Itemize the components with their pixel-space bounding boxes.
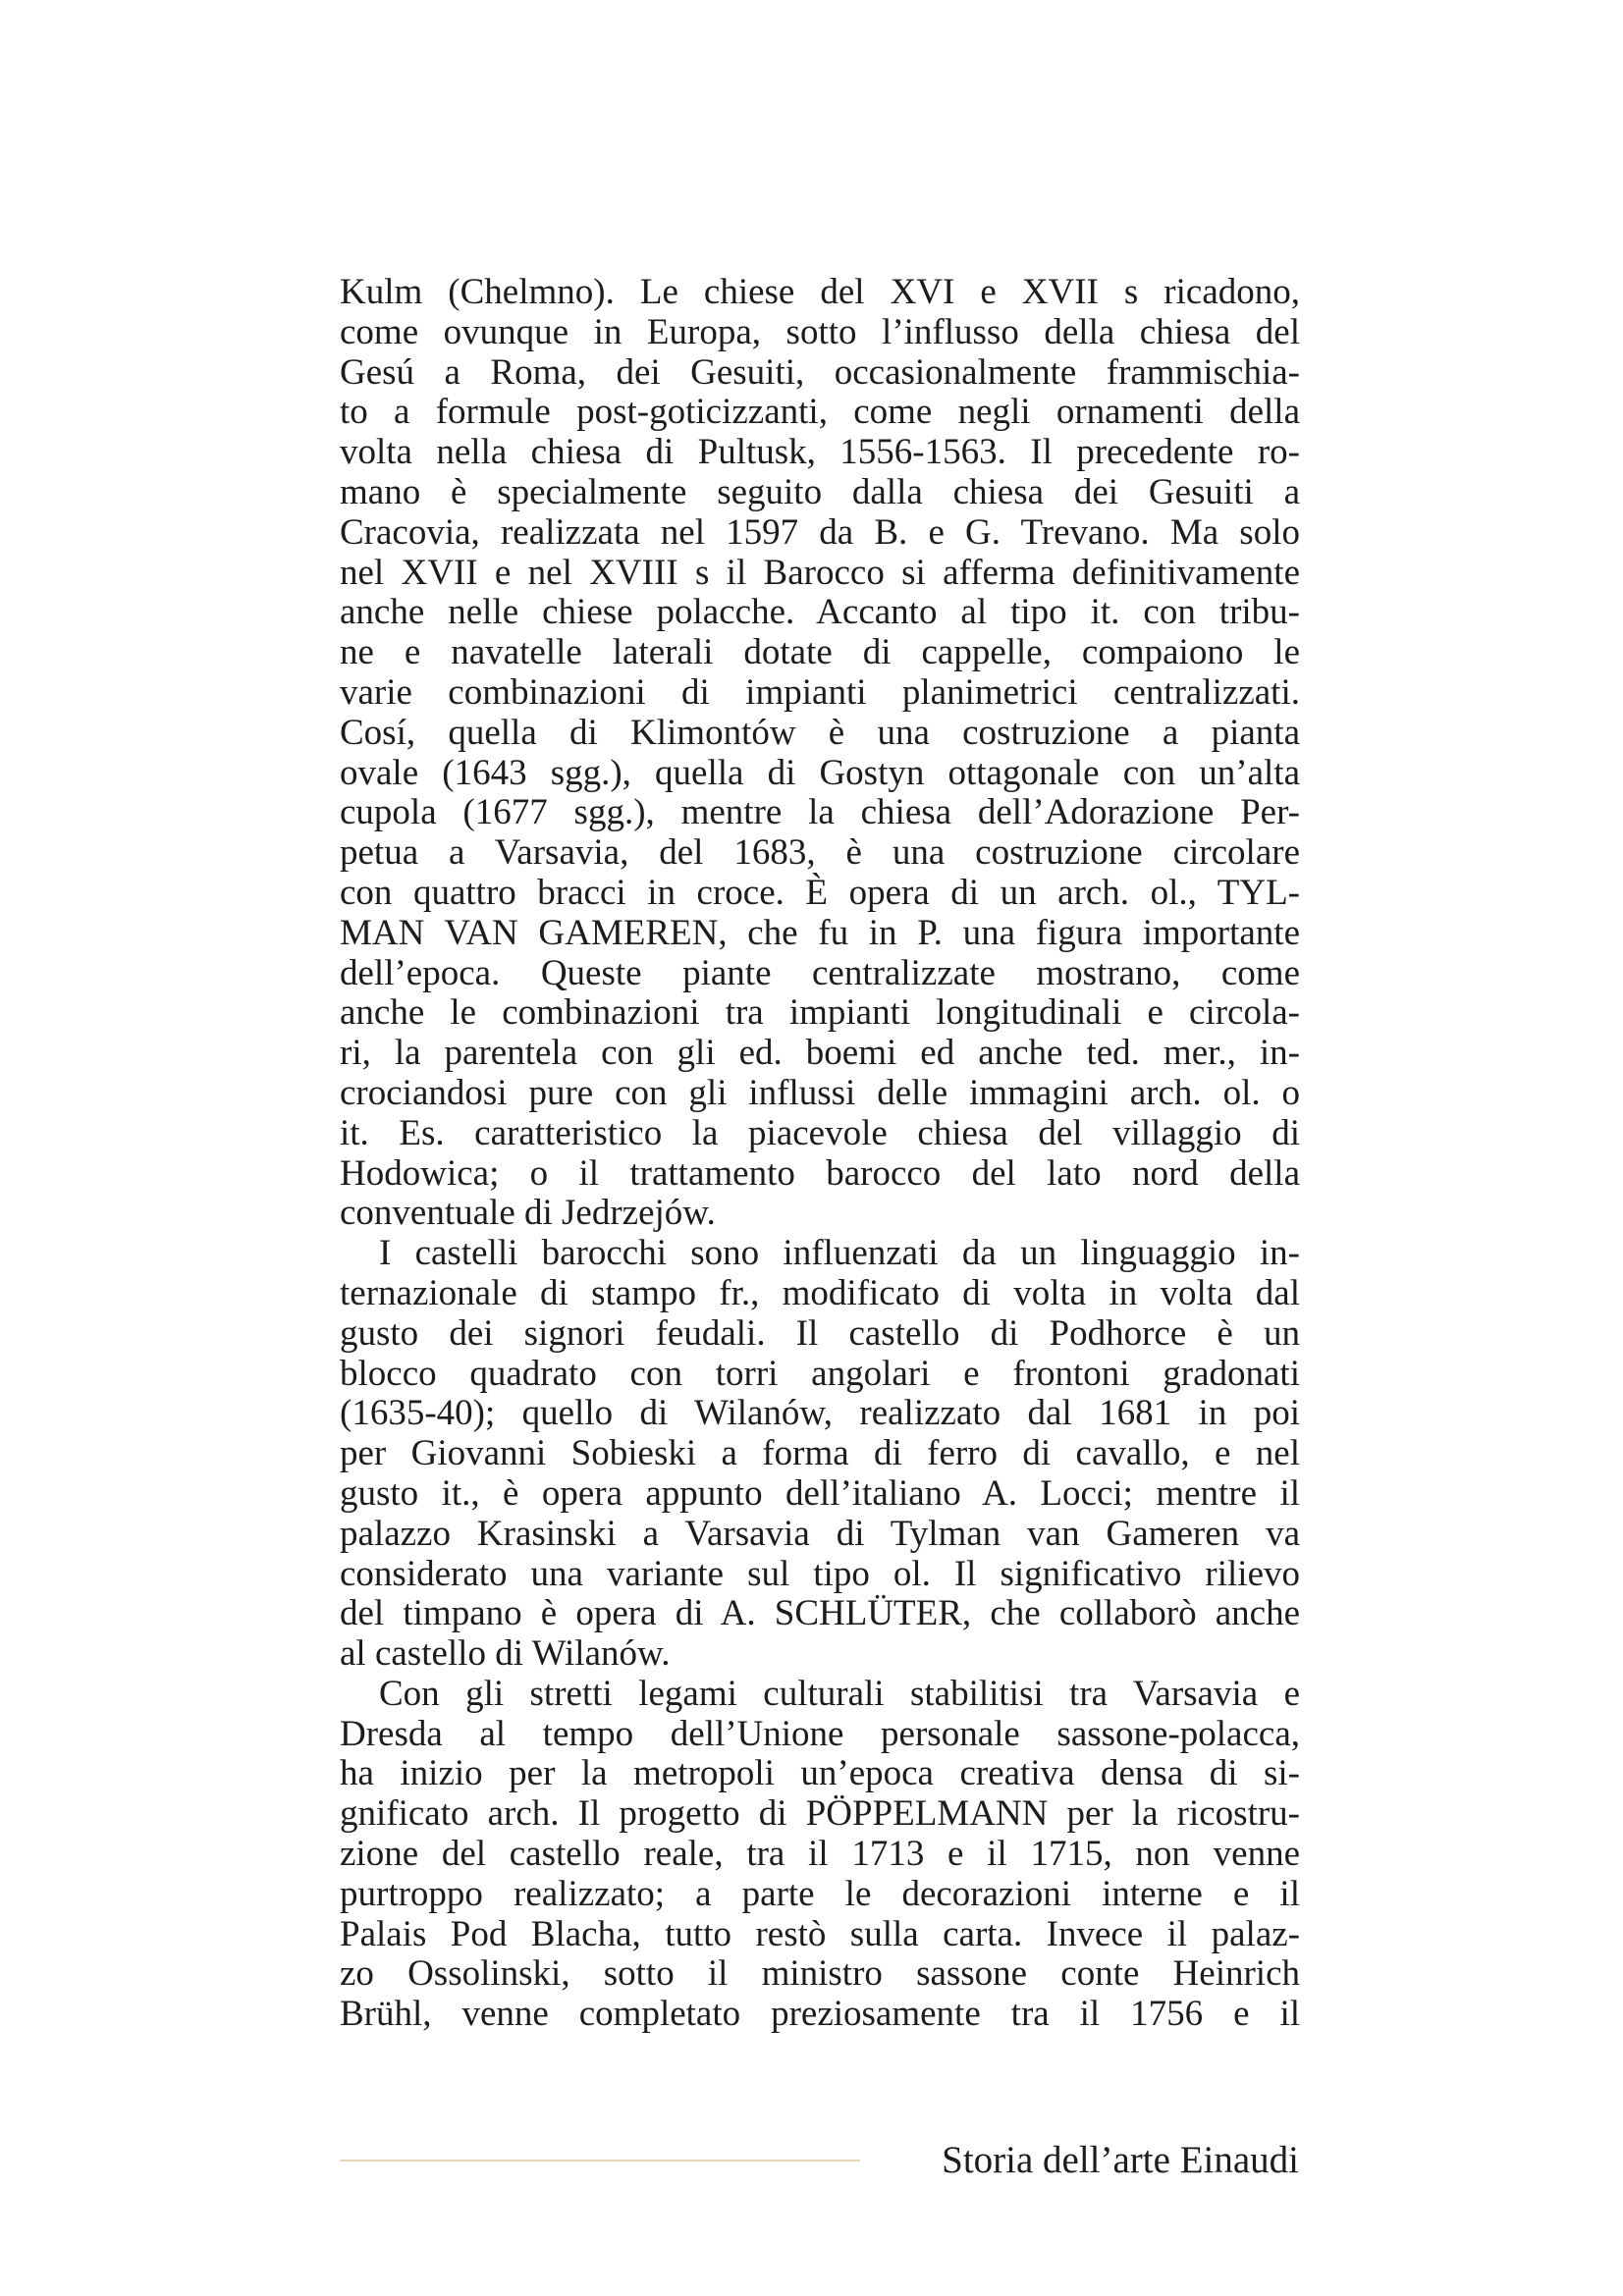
text-line: come ovunque in Europa, sotto l’influsso della chiesa del [340, 311, 1300, 352]
text-line: Brühl, venne completato preziosamente tra il 1756 e il [340, 1994, 1300, 2035]
text-line: Palais Pod Blacha, tutto restò sulla carta. Invece il palaz- [340, 1913, 1300, 1954]
body-text [340, 273, 1300, 2035]
text-line: (1635-40); quello di Wilanów, realizzato dal 1681 in poi [340, 1393, 1300, 1434]
text-line: varie combinazioni di impianti planimetrici centralizzati. [340, 671, 1300, 713]
text-line: anche nelle chiese polacche. Accanto al tipo it. con tribu- [340, 592, 1300, 633]
text-line: mano è specialmente seguito dalla chiesa dei Gesuiti a [340, 471, 1300, 512]
text-line: petua a Varsavia, del 1683, è una costruzione circolare [340, 832, 1300, 874]
text-line: anche le combinazioni tra impianti longitudinali e circola- [340, 992, 1300, 1034]
text-line: ne e navatelle laterali dotate di cappelle, compaiono le [340, 632, 1300, 673]
text-line: cupola (1677 sgg.), mentre la chiesa dell’Adorazione Per- [340, 792, 1300, 833]
text-line: blocco quadrato con torri angolari e frontoni gradonati [340, 1353, 1300, 1394]
text-line: ovale (1643 sgg.), quella di Gostyn ottagonale con un’alta [340, 752, 1300, 793]
text-line: conventuale di Jedrzejów. [340, 1193, 716, 1234]
text-line: per Giovanni Sobieski a forma di ferro di cavallo, e nel [340, 1433, 1300, 1474]
text-line: Cracovia, realizzata nel 1597 da B. e G. Trevano. Ma solo [340, 511, 1300, 553]
text-line: Cosí, quella di Klimontów è una costruzione a pianta [340, 712, 1300, 753]
text-line: to a formule post-goticizzanti, come negli ornamenti della [340, 392, 1300, 433]
text-line: al castello di Wilanów. [340, 1633, 671, 1675]
text-line: nel XVII e nel XVIII s il Barocco si afferma definitivamente [340, 552, 1300, 593]
text-line: gnificato arch. Il progetto di PÖPPELMANN per la ricostru- [340, 1793, 1300, 1835]
text-line: del timpano è opera di A. SCHLÜTER, che collaborò anche [340, 1593, 1300, 1634]
text-line: I castelli barocchi sono influenzati da un linguaggio in- [379, 1233, 1300, 1274]
text-line: volta nella chiesa di Pultusk, 1556-1563. Il precedente ro- [340, 432, 1300, 473]
text-line: gusto dei signori feudali. Il castello di Podhorce è un [340, 1312, 1300, 1354]
text-line: it. Es. caratteristico la piacevole chiesa del villaggio di [340, 1112, 1300, 1153]
text-line: Kulm (Chelmno). Le chiese del XVI e XVII s ricadono, [340, 272, 1300, 312]
text-line: Gesú a Roma, dei Gesuiti, occasionalmente frammischia- [340, 351, 1300, 393]
text-line: gusto it., è opera appunto dell’italiano A. Locci; mentre il [340, 1472, 1300, 1514]
footer-rule [340, 2160, 860, 2162]
text-line: palazzo Krasinski a Varsavia di Tylman van Gameren va [340, 1513, 1300, 1554]
text-line: zione del castello reale, tra il 1713 e il 1715, non venne [340, 1834, 1300, 1875]
footer-title: Storia dell’arte Einaudi [942, 2139, 1299, 2181]
text-line: con quattro bracci in croce. È opera di un arch. ol., TYL- [340, 872, 1300, 913]
text-line: ha inizio per la metropoli un’epoca creativa densa di si- [340, 1753, 1300, 1794]
text-line: crociandosi pure con gli influssi delle immagini arch. ol. o [340, 1072, 1300, 1113]
text-line: Dresda al tempo dell’Unione personale sassone-polacca, [340, 1713, 1300, 1754]
text-line: Hodowica; o il trattamento barocco del lato nord della [340, 1152, 1300, 1194]
text-line: dell’epoca. Queste piante centralizzate mostrano, come [340, 952, 1300, 993]
text-line: MAN VAN GAMEREN, che fu in P. una figura importante [340, 912, 1300, 953]
text-line: purtroppo realizzato; a parte le decorazioni interne e il [340, 1873, 1300, 1914]
text-line: zo Ossolinski, sotto il ministro sassone conte Heinrich [340, 1953, 1300, 1995]
text-line: Con gli stretti legami culturali stabilitisi tra Varsavia e [379, 1673, 1300, 1714]
text-line: considerato una variante sul tipo ol. Il significativo rilievo [340, 1553, 1300, 1594]
text-line: ternazionale di stampo fr., modificato di volta in volta dal [340, 1272, 1300, 1313]
text-line: ri, la parentela con gli ed. boemi ed anche ted. mer., in- [340, 1033, 1300, 1074]
